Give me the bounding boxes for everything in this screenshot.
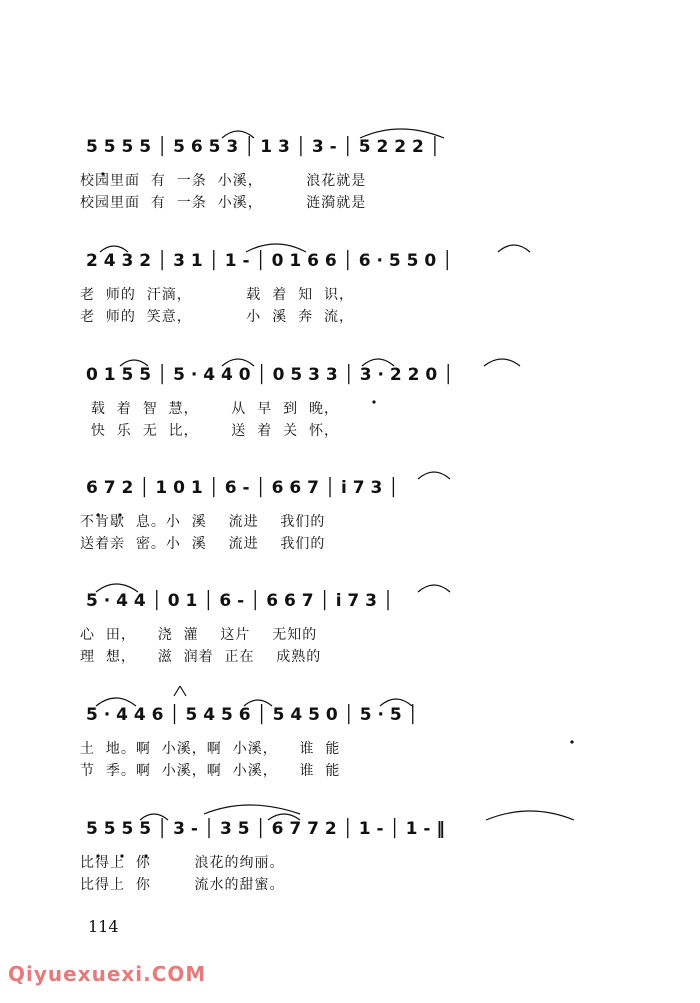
lyric-verse-2: 老 师的 笑意， 小 溪 奔 流， [80,309,355,325]
notation-line: 5 5 5 5 │ 5 6 5 3 │ 1 3 │ 3 - │ 5 2 2 2 │ [86,137,441,157]
lyric-verse-2: 节 季。啊 小溪，啊 小溪， 谁 能 [80,763,341,779]
notation-line: 5 · 4 4 6 │ 5 4 5 6 │ 5 4 5 0 │ 5 · 5 │ [86,705,418,725]
lyric-verse-1: 心 田， 浇 灌 这片 无知的 [80,627,318,643]
lyric-verse-1: 载 着 智 慧， 从 早 到 晚， [80,401,340,417]
notation-line: 6 7 2 │ 1 0 1 │ 6 - │ 6 6 7 │ i 7 3 │ [86,478,399,498]
notation-line: 5 · 4 4 │ 0 1 │ 6 - │ 6 6 7 │ i 7 3 │ [86,591,394,611]
page-number: 114 [88,917,119,936]
lyric-verse-1: 土 地。啊 小溪，啊 小溪， 谁 能 [80,741,341,757]
lyric-verse-2: 快 乐 无 比， 送 着 关 怀， [80,423,340,439]
site-watermark: Qiyuexuexi.COM [8,962,207,986]
lyric-verse-2: 送着亲 密。小 溪 流进 我们的 [80,536,326,552]
lyric-verse-1: 老 师的 汗滴， 载 着 知 识， [80,287,355,303]
lyric-verse-1: 校园里面 有 一条 小溪， 浪花就是 [80,173,367,189]
lyric-verse-2: 校园里面 有 一条 小溪， 涟漪就是 [80,195,367,211]
lyric-verse-2: 理 想， 滋 润着 正在 成熟的 [80,649,322,665]
lyric-verse-2: 比得上 你 流水的甜蜜。 [80,877,285,893]
lyric-verse-1: 不肯歇 息。小 溪 流进 我们的 [80,514,326,530]
notation-line: 5 5 5 5 │ 3 - │ 3 5 │ 6 7 7 2 │ 1 - │ 1 - ‖ [86,819,445,839]
notation-line: 0 1 5 5 │ 5 · 4 4 0 │ 0 5 3 3 │ 3 · 2 2 0 │ [86,365,454,385]
notation-line: 2 4 3 2 │ 3 1 │ 1 - │ 0 1 6 6 │ 6 · 5 5 0 │ [86,251,453,271]
lyric-verse-1: 比得上 你 浪花的绚丽。 [80,855,285,871]
